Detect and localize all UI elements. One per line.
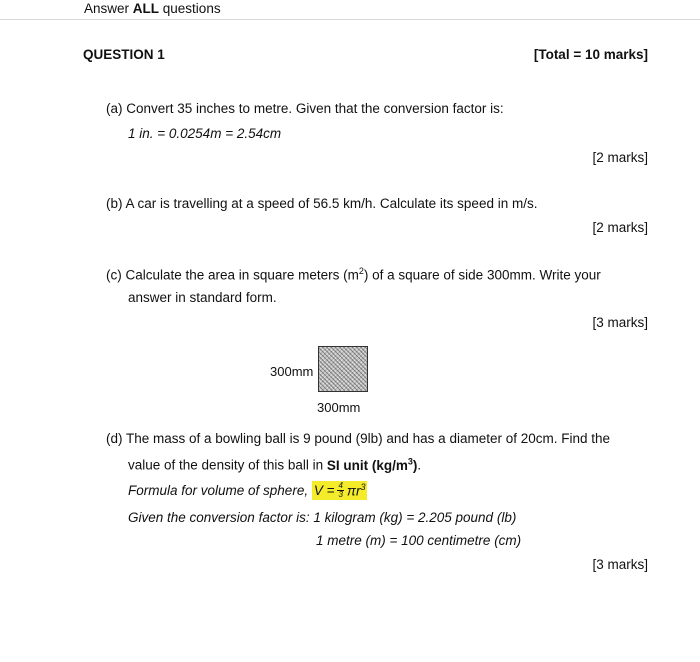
part-c-marks: [3 marks] — [592, 315, 648, 330]
question-total-marks: [Total = 10 marks] — [533, 47, 648, 62]
part-c-text: (c) Calculate the area in square meters $(m^2)$ of a square of side 300mm. Write your — [106, 266, 601, 283]
top-divider — [0, 19, 700, 20]
sphere-volume-formula: Formula for volume of sphere, V = $\frac{4}{3}$ $\pi r^3$ — [128, 481, 366, 499]
square-side-label-left: 300mm — [270, 364, 314, 379]
question-title: QUESTION 1 — [83, 47, 165, 62]
part-d-text-line2: value of the density of this ball in SI unit $(kg/m^3)$. — [128, 456, 422, 473]
instructions: Answer ALL questions — [84, 1, 221, 16]
conversion-factor-2: 1 metre (m) = 100 centimetre (cm) — [316, 533, 522, 548]
conversion-factor-1: Given the conversion factor is: 1 kilogram (kg) = 2.205 pound (lb) — [128, 510, 517, 525]
part-d-marks: [3 marks] — [592, 557, 648, 572]
part-a-marks: [2 marks] — [592, 150, 648, 165]
part-c-text-line2: answer in standard form. — [128, 290, 277, 305]
square-side-label-bottom: 300mm — [317, 400, 361, 415]
part-a-formula: 1 in. = 0.0254m = 2.54cm — [128, 126, 282, 141]
highlighted-formula: V = $\frac{4}{3}$ $\pi r^3$ — [313, 481, 366, 499]
part-b-marks: [2 marks] — [592, 220, 648, 235]
part-d-text: (d) The mass of a bowling ball is 9 pound (9lb) and has a diameter of 20cm. Find the — [106, 431, 611, 446]
part-b-text: (b) A car is travelling at a speed of 56.5 km/h. Calculate its speed in m/s. — [106, 196, 538, 211]
part-a-text: (a) Convert 35 inches to metre. Given that the conversion factor is: — [106, 101, 504, 116]
shaded-square-figure — [318, 346, 368, 392]
